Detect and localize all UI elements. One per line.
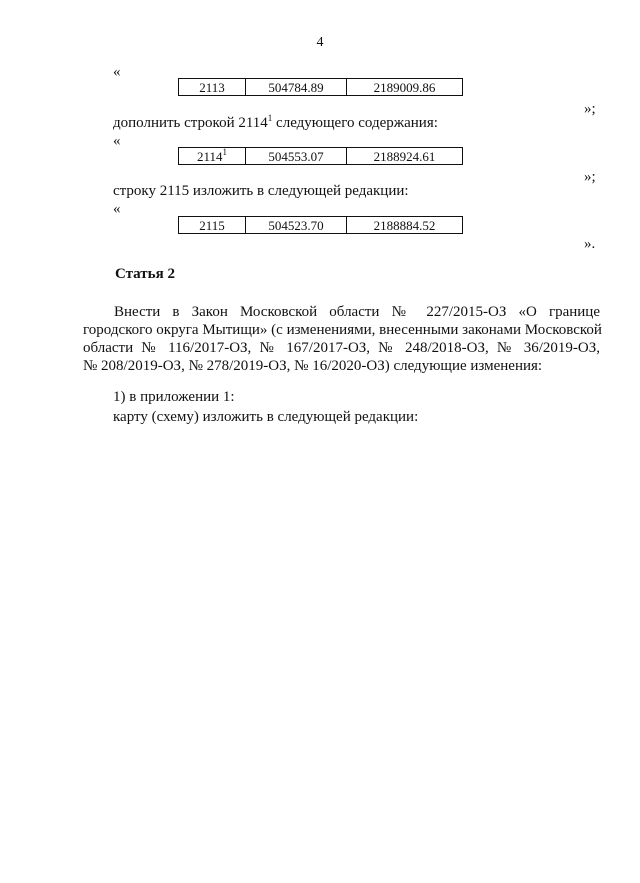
- point-number-cell: 2113: [179, 79, 246, 96]
- y-coordinate-cell: 2189009.86: [347, 79, 463, 96]
- opening-quote: «: [113, 133, 121, 149]
- add-row-instruction: дополнить строкой 2114$^1$ следующего содержания:: [113, 113, 438, 131]
- paragraph-line: области № 116/2017-ОЗ, № 167/2017-ОЗ, № 248/2018-ОЗ, № 36/2019-ОЗ,: [83, 340, 600, 356]
- replace-row-instruction: строку 2115 изложить в следующей редакции:: [113, 183, 409, 199]
- opening-quote: «: [113, 64, 121, 80]
- paragraph-line: № 208/2019-ОЗ, № 278/2019-ОЗ, № 16/2020-ОЗ) следующие изменения:: [83, 358, 543, 374]
- point-number-cell: 2115: [179, 217, 246, 234]
- y-coordinate-cell: 2188924.61: [347, 148, 463, 165]
- coordinate-table: [178, 216, 463, 234]
- x-coordinate-cell: 504523.70: [246, 217, 347, 234]
- table-row: [179, 217, 463, 234]
- list-item: 1) в приложении 1:: [113, 389, 235, 405]
- table-row: [179, 79, 463, 96]
- x-coordinate-cell: 504784.89: [246, 79, 347, 96]
- y-coordinate-cell: 2188884.52: [347, 217, 463, 234]
- paragraph-line: Внести в Закон Московской области № 227/2015-ОЗ «О границе: [114, 304, 600, 320]
- article-heading: Статья 2: [115, 266, 175, 282]
- item-text: карту (схему) изложить в следующей редакции:: [113, 409, 419, 425]
- closing-quote: »;: [584, 101, 596, 117]
- table-row: [179, 148, 463, 165]
- point-number-cell: 2114$^1$: [179, 148, 246, 165]
- opening-quote: «: [113, 201, 121, 217]
- closing-quote: »;: [584, 169, 596, 185]
- closing-quote: ».: [584, 236, 596, 252]
- paragraph-line: городского округа Мытищи» (с изменениями, внесенными законами Московской: [83, 322, 602, 338]
- x-coordinate-cell: 504553.07: [246, 148, 347, 165]
- coordinate-table: [178, 78, 463, 96]
- coordinate-table: [178, 147, 463, 165]
- page-number: 4: [316, 35, 324, 50]
